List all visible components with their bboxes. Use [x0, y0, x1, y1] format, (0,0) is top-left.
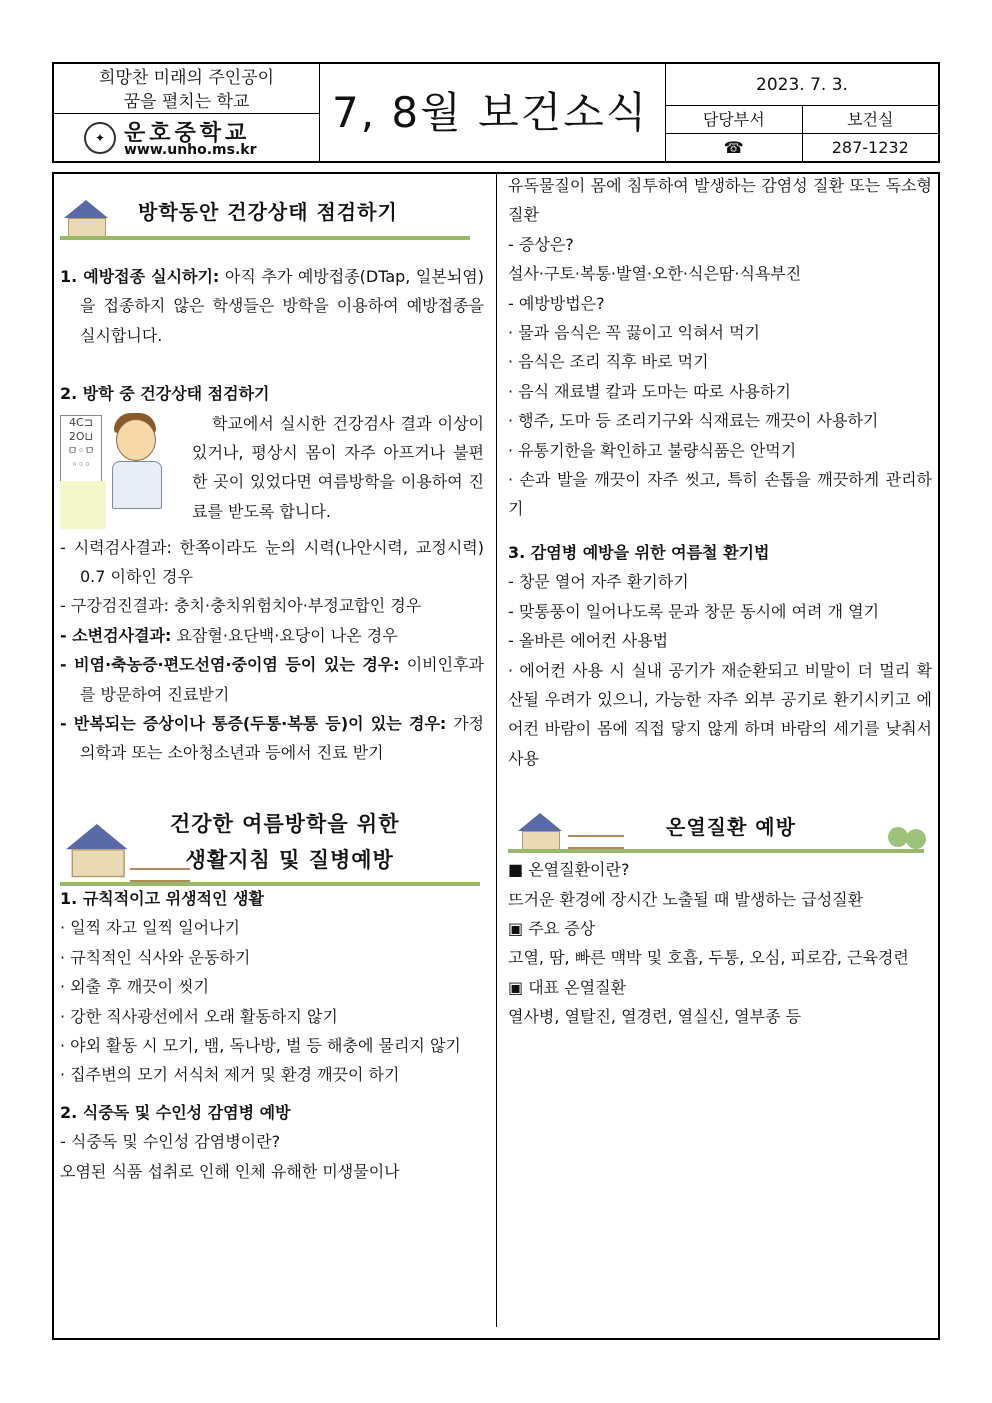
checkup-item-ent: - 비염·축농증·편도선염·중이염 등이 있는 경우: 이비인후과를 방문하여 진료받기: [60, 655, 484, 704]
phone-value: 287-1232: [831, 138, 909, 157]
symptom-question: - 증상은?: [508, 234, 574, 254]
banner-title: [170, 806, 399, 878]
symptom-list: 설사·구토·복통·발열·오한·식은땀·식욕부진: [508, 264, 802, 284]
heat-types: 열사병, 열탈진, 열경련, 열실신, 열부종 등: [508, 1007, 802, 1027]
school-url: www.unho.ms.kr: [124, 142, 257, 158]
checkup-list: [60, 533, 484, 768]
checkup-block: [60, 409, 484, 527]
phone-row: [666, 134, 938, 163]
phone-icon: ☎: [666, 134, 803, 163]
heat-types-label: ▣ 대표 온열질환: [508, 977, 627, 997]
routine-item: · 일찍 자고 일찍 일어나기: [60, 918, 240, 938]
foodborne-title: 2. 식중독 및 수인성 감염병 예방: [60, 1102, 291, 1122]
issue-date: 2023. 7. 3.: [666, 64, 938, 106]
vaccination-paragraph: [60, 262, 484, 350]
foodborne-definition-start: 오염된 식품 섭취로 인해 인체 유해한 미생물이나: [60, 1161, 400, 1181]
ventilation-item: - 창문 열어 자주 환기하기: [508, 572, 689, 592]
checkup-text: 학교에서 실시한 건강검사 결과 이상이 있거나, 평상시 몸이 자주 아프거나 불편한 곳이 있었다면 여름방학을 이용하여 진료를 받도록 합니다.: [192, 413, 484, 521]
prevention-item: · 손과 발을 깨끗이 자주 씻고, 특히 손톱을 깨끗하게 관리하기: [508, 470, 932, 519]
foodborne-question: - 식중독 및 수인성 감염병이란?: [60, 1132, 281, 1152]
vaccination-text: 아직 추가 예방접종(DTap, 일본뇌염)을 접종하지 않은 학생들은 방학을 이용하여 예방접종을 실시합니다.: [80, 267, 485, 345]
routine-title: 1. 규칙적이고 위생적인 생활: [60, 888, 264, 908]
ventilation-item: · 에어컨 사용 시 실내 공기가 재순환되고 비말이 더 멀리 확산될 우려가 있으니, 가능한 자주 외부 공기로 환기시키고 에어컨 바람이 몸에 직접 닿지 않게 하며 바람의 세기를 낮춰서 사용: [508, 660, 932, 768]
routine-item: · 규칙적인 식사와 운동하기: [60, 947, 251, 967]
checkup-item-dental: - 구강검진결과: 충치·충치위험치아·부정교합인 경우: [60, 596, 422, 616]
routine-item: · 외출 후 깨끗이 씻기: [60, 977, 210, 997]
school-slogan: [54, 64, 319, 114]
routine-item: · 강한 직사광선에서 오래 활동하지 않기: [60, 1006, 338, 1026]
grass-decoration: [60, 236, 470, 240]
slogan-line-1: 희망찬 미래의 주인공이: [98, 68, 275, 88]
prevention-item: · 음식은 조리 직후 바로 먹기: [508, 352, 709, 372]
slogan-line-2: 꿈을 펼치는 학교: [123, 92, 250, 112]
banner-summer-guide: [60, 804, 484, 884]
heat-symptoms: 고열, 땀, 빠른 맥박 및 호흡, 두통, 오심, 피로감, 근육경련: [508, 948, 909, 968]
prevention-question: - 예방방법은?: [508, 293, 605, 313]
school-emblem-icon: ✦: [84, 122, 116, 154]
ventilation-item: - 올바른 에어컨 사용법: [508, 631, 669, 651]
prevention-item: · 물과 음식은 꼭 끓이고 익혀서 먹기: [508, 323, 760, 343]
banner-health-check: [60, 186, 484, 248]
prevention-item: · 행주, 도마 등 조리기구와 식재료는 깨끗이 사용하기: [508, 411, 879, 431]
newsletter-title: 7, 8월 보건소식: [332, 88, 649, 137]
banner-title: 온열질환 예방: [666, 815, 796, 840]
ventilation-title: 3. 감염병 예방을 위한 여름철 환기법: [508, 542, 770, 562]
banner-title: 방학동안 건강상태 점검하기: [138, 200, 398, 224]
routine-item: · 야외 활동 시 모기, 뱀, 독나방, 벌 등 해충에 물리지 않기: [60, 1035, 461, 1055]
doctor-eye-chart-icon: 4C⊐ 2O⊔ ㅁ◦ㅁ ◦◦◦: [60, 409, 184, 533]
dept-value: 보건실: [847, 110, 894, 129]
banner-title-line-2: 생활지침 및 질병예방: [185, 847, 394, 872]
school-info-cell: [54, 64, 320, 161]
right-column: [508, 171, 932, 1032]
title-cell: [320, 64, 666, 161]
ventilation-item: - 맞통풍이 일어나도록 문과 창문 동시에 여려 개 열기: [508, 601, 880, 621]
left-column: [60, 186, 484, 1186]
school-name: 운호중학교: [124, 121, 251, 146]
dept-label: 담당부서: [666, 106, 803, 133]
routine-item: · 집주변의 모기 서식처 제거 및 환경 깨끗이 하기: [60, 1065, 400, 1085]
vaccination-title: 1. 예방접종 실시하기:: [60, 267, 220, 286]
heat-definition: 뜨거운 환경에 장시간 노출될 때 발생하는 급성질환: [508, 889, 864, 909]
prevention-item: · 음식 재료별 칼과 도마는 따로 사용하기: [508, 381, 791, 401]
checkup-item-vision: - 시력검사결과: 한쪽이라도 눈의 시력(나안시력, 교정시력) 0.7 이하인 경우: [60, 537, 484, 587]
newsletter-header: [52, 62, 940, 163]
grass-decoration: [60, 882, 480, 886]
dept-row: [666, 106, 938, 134]
foodborne-definition-end: 유독물질이 몸에 침투하여 발생하는 감염성 질환 또는 독소형 질환: [508, 176, 932, 225]
fence-decoration: [568, 835, 624, 849]
heat-symptom-label: ▣ 주요 증상: [508, 918, 596, 938]
school-identity: [54, 114, 319, 162]
banner-heat-illness: [508, 811, 932, 855]
heat-definition-label: ■ 온열질환이란?: [508, 860, 630, 880]
checkup-title: 2. 방학 중 건강상태 점검하기: [60, 384, 270, 404]
column-divider: [496, 172, 497, 1327]
meta-cell: [666, 64, 938, 161]
tree-decoration: [906, 829, 926, 849]
prevention-item: · 유통기한을 확인하고 불량식품은 안먹기: [508, 440, 797, 460]
banner-title-line-1: 건강한 여름방학을 위한: [170, 811, 400, 836]
checkup-item-pain: - 반복되는 증상이나 통증(두통·복통 등)이 있는 경우: 가정의학과 또는 소아청소년과 등에서 진료 받기: [60, 714, 484, 763]
tree-decoration: [888, 827, 908, 847]
checkup-item-urine: - 소변검사결과: 요잠혈·요단백·요당이 나온 경우: [60, 625, 398, 645]
grass-decoration: [508, 849, 924, 853]
